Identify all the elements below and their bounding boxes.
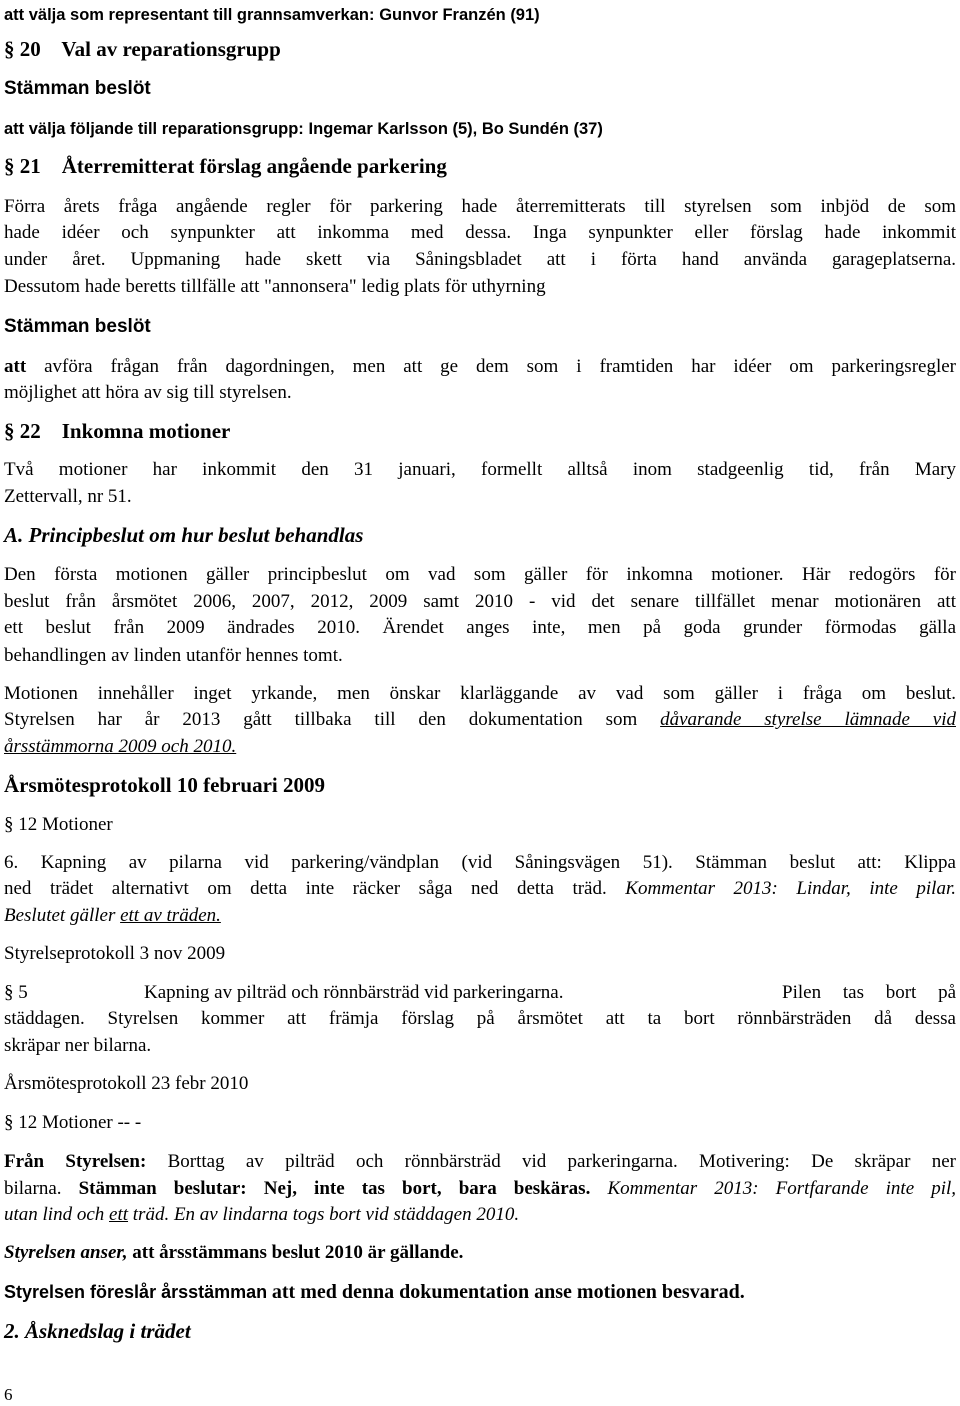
next-motion-heading-text: 2. Åsknedslag i trädet [4,1319,191,1343]
motion-b-line-2 [4,707,956,733]
page-number: 6 [4,1385,13,1404]
protocol-2010-heading: Årsmötesprotokoll 23 febr 2010 [4,1073,249,1094]
board-2009-heading: Styrelseprotokoll 3 nov 2009 [4,943,226,964]
section-21-decision-line-1 [4,354,956,380]
board-proposal [4,1279,956,1306]
motion-a-line-4: behandlingen av linden utanför hennes tomt. [4,645,343,666]
section-22-intro-line-2: Zettervall, nr 51. [4,486,132,507]
protocol-2009-line-2-text: ned trädet alternativt om detta inte räcker såga ned detta träd. [4,878,607,899]
representative-prefix: att välja som representant till grannsamverkan: [4,6,375,24]
section-20-heading: § 20 Val av reparationsgrupp [4,37,281,61]
section-20-decision-prefix: att välja följande till reparationsgrupp: [4,120,304,138]
protocol-2009-heading: Årsmötesprotokoll 10 februari 2009 [4,773,325,797]
protocol-2009-decision-tree: ett av träden. [120,905,221,926]
board-opinion [4,1240,956,1266]
section-21-beslut: Stämman beslöt [4,316,151,337]
motion-b-line-1: Motionen innehåller inget yrkande, men önskar klarläggande av vad som gäller i fråga om beslut. [4,683,956,704]
board-opinion-label: Styrelsen anser, [4,1242,128,1263]
board-2009-line-1 [4,980,956,1006]
section-22-intro-line-1: Två motioner har inkommit den 31 januari, formellt alltså inom stadgeenlig tid, från Mary [4,459,956,480]
motion-a-line-1: Den första motionen gäller principbeslut om vad som gäller för inkomna motioner. Här redogörs för [4,564,956,585]
protocol-2009-line-3 [4,903,956,929]
board-2009-paragraph: § 5 [4,982,28,1003]
protocol-2010-line-2 [4,1176,956,1202]
representative-line [4,2,956,28]
section-21-line-2: hade idéer och synpunkter att inkomma med dessa. Inga synpunkter eller förslag hade inkommit [4,222,956,243]
protocol-2010-comment: Kommentar 2013: Fortfarande inte pil, [607,1178,957,1199]
motion-b-line-3 [4,734,956,760]
protocol-2009-paragraph: § 12 Motioner [4,814,113,835]
section-20-decision [4,116,956,142]
board-2009-line-3: skräpar ner bilarna. [4,1035,152,1056]
board-2009-tail: Pilen tas bort på [782,982,956,1003]
motion-a-heading [4,522,956,548]
board-proposal-text: att med denna dokumentation anse motionen besvarad. [271,1281,745,1303]
protocol-2010-from-label: Från Styrelsen: [4,1151,147,1172]
motion-b-documentation-link: dåvarande styrelse lämnade vid [660,709,956,730]
motion-a-line-3: ett beslut från 2009 ändrades 2010. Ärendet anges inte, men på goda grunder förmodas gälla [4,617,956,638]
protocol-2010-comment-underline: ett [109,1204,129,1225]
motion-a-line-2: beslut från årsmötet 2006, 2007, 2012, 2009 samt 2010 - vid det senare tillfället menar motionären att [4,591,956,612]
protocol-2009-decision-note: Beslutet gäller [4,905,116,926]
protocol-2009-line-2 [4,876,956,902]
section-20-beslut: Stämman beslöt [4,78,151,99]
protocol-2010-comment-b: träd. En av lindarna togs bort vid städdagen 2010. [132,1204,520,1225]
board-proposal-lead: Styrelsen föreslår årsstämman [4,1282,268,1302]
section-21-line-4: Dessutom hade beretts tillfälle att "annonsera" ledig plats för uthyrning [4,276,546,297]
protocol-2009-comment: Kommentar 2013: Lindar, inte pilar. [625,878,956,899]
motion-b-documentation-link-cont: årsstämmorna 2009 och 2010. [4,736,237,757]
protocol-2010-decision: Stämman beslutar: Nej, inte tas bort, bara beskäras. [78,1178,591,1199]
section-21-line-3: under året. Uppmaning hade skett via Såningsbladet att i förta hand använda garageplatserna. [4,249,956,270]
protocol-2009-line-1: 6. Kapning av pilarna vid parkering/vändplan (vid Såningsvägen 51). Stämman beslut att: Klippa [4,852,956,873]
section-21-att: att [4,356,27,377]
protocol-2010-line-3 [4,1202,956,1228]
board-2009-title: Kapning av pilträd och rönnbärsträd vid parkeringarna. [144,982,564,1003]
section-21-decision-line-2: möjlighet att höra av sig till styrelsen. [4,382,292,403]
next-motion-heading [4,1318,956,1346]
section-20-names: Ingemar Karlsson (5), Bo Sundén (37) [308,120,603,138]
protocol-2010-line-1 [4,1149,956,1175]
board-2009-line-2: städdagen. Styrelsen kommer att främja förslag på årsmötet att ta bort rönnbärsträden då dessa [4,1008,956,1029]
section-22-heading: § 22 Inkomna motioner [4,419,231,443]
motion-a-heading-text: A. Principbeslut om hur beslut behandlas [4,523,364,547]
motion-b-line-2-text: Styrelsen har år 2013 gått tillbaka till den dokumentation som [4,709,638,730]
section-21-heading: § 21 Återremitterat förslag angående parkering [4,154,447,178]
representative-names: Gunvor Franzén (91) [379,6,540,24]
board-opinion-text: att årsstämmans beslut 2010 är gällande. [132,1242,464,1263]
protocol-2010-comment-a: utan lind och [4,1204,105,1225]
section-21-line-1: Förra årets fråga angående regler för parkering hade återremitterats till styrelsen som inbjöd de som [4,196,956,217]
protocol-2010-line-2-text: bilarna. [4,1178,62,1199]
section-21-decision-text: avföra frågan från dagordningen, men att ge dem som i framtiden har idéer om parkeringsregler [44,356,956,377]
protocol-2010-paragraph: § 12 Motioner -- - [4,1112,142,1133]
protocol-2010-from-text: Borttag av pilträd och rönnbärsträd vid parkeringarna. Motivering: De skräpar ner [167,1151,956,1172]
